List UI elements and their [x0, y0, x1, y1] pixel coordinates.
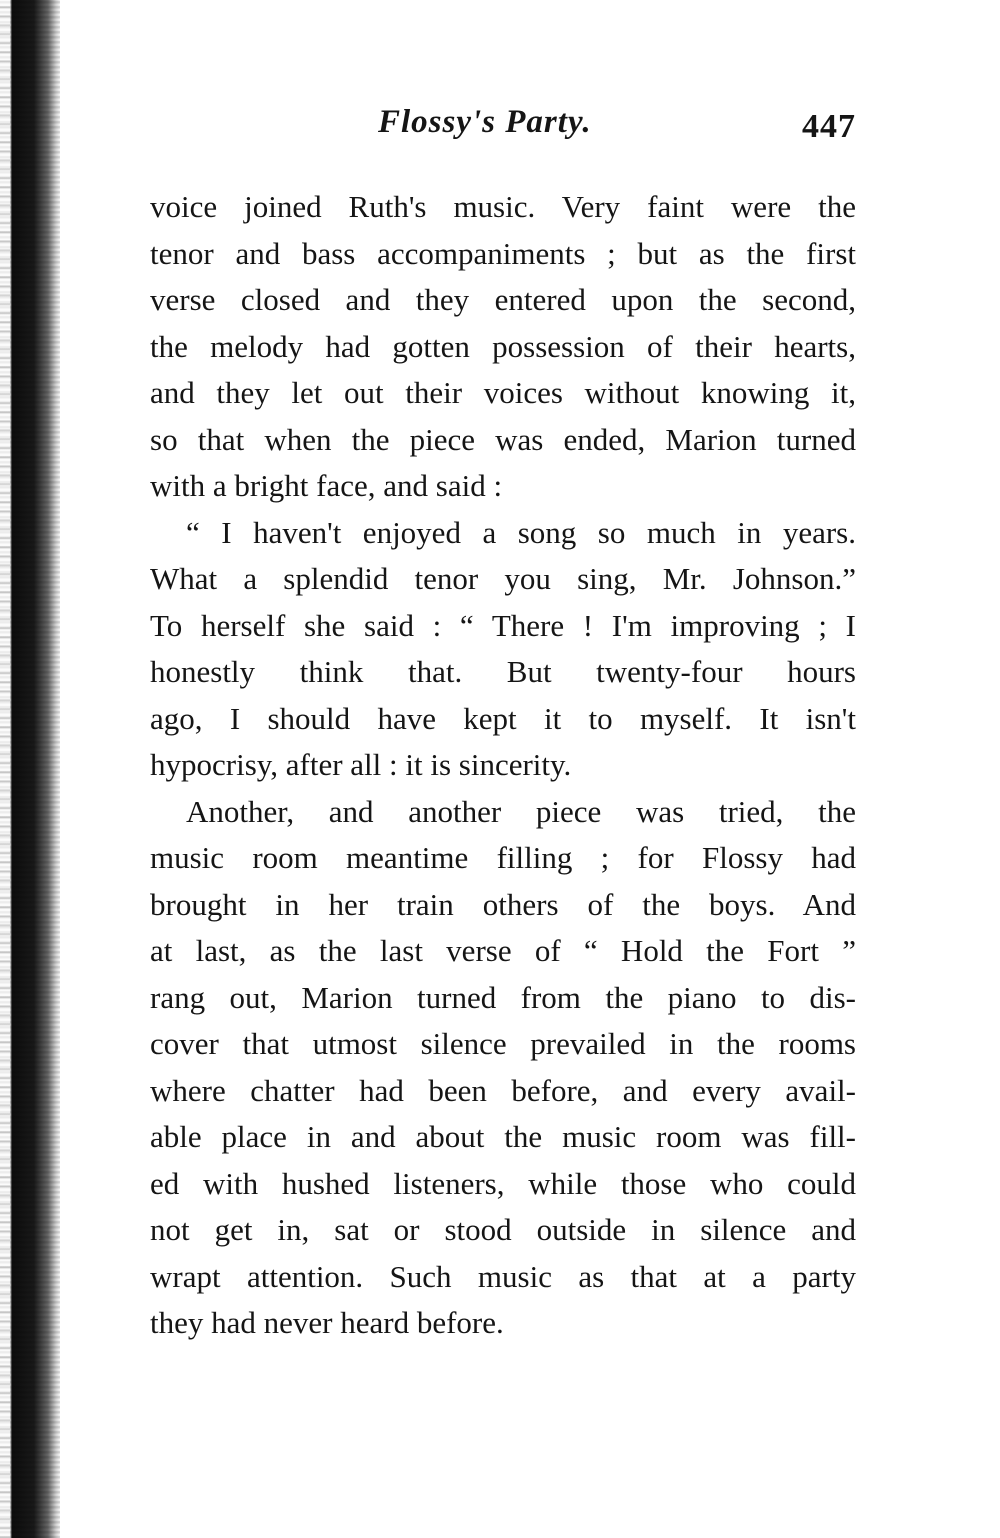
text-line: not get in, sat or stood outside in silence and	[150, 1212, 856, 1247]
text-line: at last, as the last verse of “ Hold the Fort ”	[150, 933, 856, 968]
text-line: ago, I should have kept it to myself. It isn't	[150, 700, 856, 736]
text-line: brought in her train others of the boys. And	[150, 886, 856, 922]
text-line: tenor and bass accompaniments ; but as the first	[150, 235, 856, 271]
text-line: What a splendid tenor you sing, Mr. Johnson.”	[150, 561, 856, 596]
body-text	[150, 184, 856, 1347]
text-line: ed with hushed listeners, while those who could	[150, 1165, 856, 1201]
text-line: able place in and about the music room was fill-	[150, 1119, 856, 1154]
text-line: To herself she said : “ There ! I'm improving ; I	[150, 607, 856, 643]
text-line: they had never heard before.	[150, 1305, 504, 1340]
text-line: honestly think that. But twenty-four hours	[150, 654, 856, 689]
text-line: and they let out their voices without knowing it,	[150, 375, 856, 410]
running-title: Flossy's Party.	[378, 104, 592, 140]
text-line: so that when the piece was ended, Marion turned	[150, 421, 856, 457]
page-number: 447	[802, 108, 856, 145]
text-line: verse closed and they entered upon the second,	[150, 282, 856, 317]
text-line: music room meantime filling ; for Flossy had	[150, 840, 856, 875]
text-line: wrapt attention. Such music as that at a party	[150, 1258, 856, 1294]
text-line: “ I haven't enjoyed a song so much in years.	[186, 514, 856, 550]
text-line: the melody had gotten possession of their hearts,	[150, 328, 856, 364]
text-line: cover that utmost silence prevailed in the rooms	[150, 1026, 856, 1061]
page-gutter-edge	[0, 0, 10, 1538]
text-line: hypocrisy, after all : it is sincerity.	[150, 747, 572, 782]
running-head	[150, 104, 856, 144]
text-line: with a bright face, and said :	[150, 468, 503, 503]
text-line: rang out, Marion turned from the piano to dis-	[150, 979, 856, 1015]
text-line: where chatter had been before, and every avail-	[150, 1072, 856, 1108]
text-line: Another, and another piece was tried, the	[186, 793, 856, 829]
text-line: voice joined Ruth's music. Very faint were the	[150, 189, 856, 224]
